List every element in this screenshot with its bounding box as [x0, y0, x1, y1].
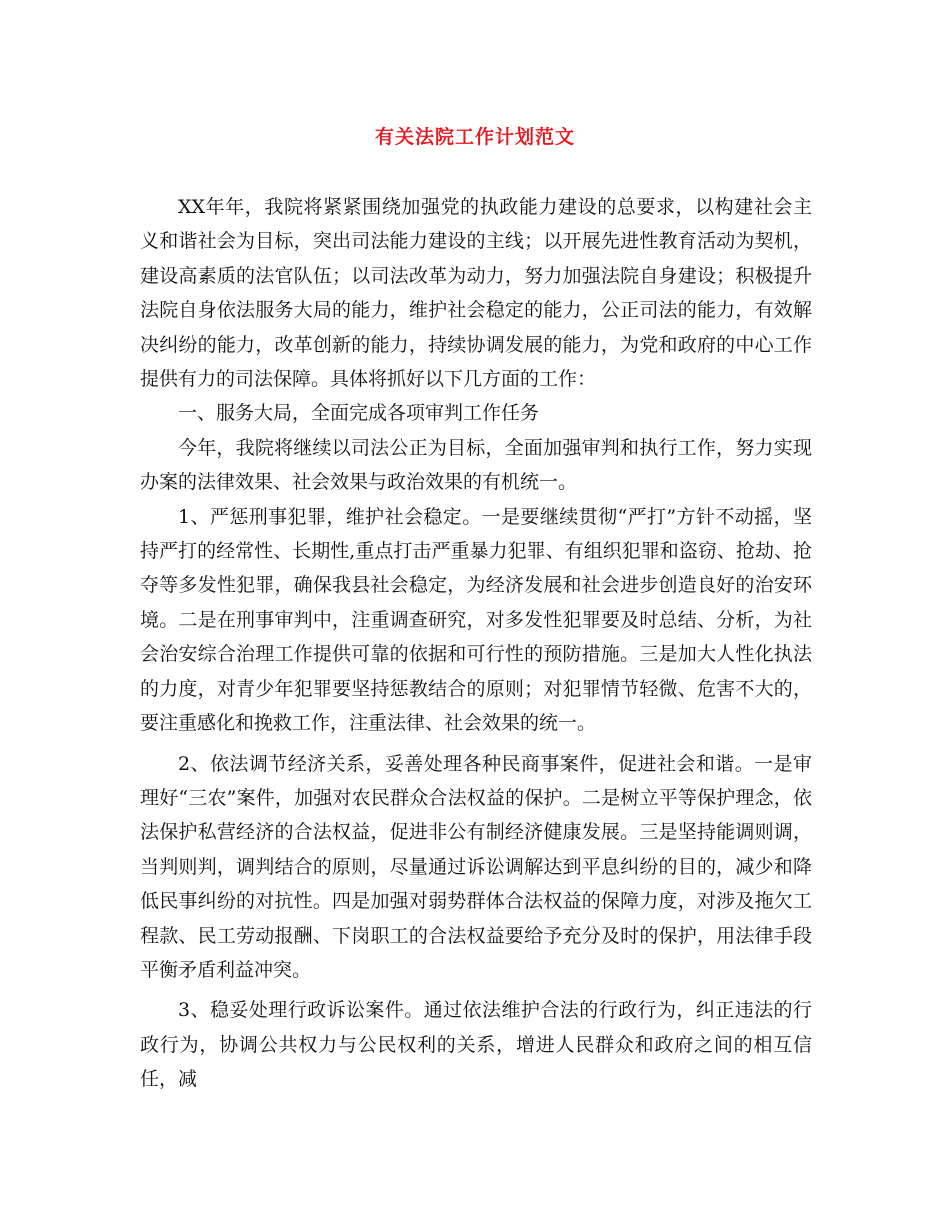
- paragraph-intro: XX年年，我院将紧紧围绕加强党的执政能力建设的总要求，以构建社会主义和谐社会为目标，突出司法能力建设的主线；以开展先进性教育活动为契机，建设高素质的法官队伍；以司法改革为动力，努力加强法院自身建设；积极提升法院自身依法服务大局的能力，维护社会稳定的能力，公正司法的能力，有效解决纠纷的能力，改革创新的能力，持续协调发展的能力，为党和政府的中心工作提供有力的司法保障。具体将抓好以下几方面的工作：: [140, 196, 812, 391]
- section-heading-1: 一、服务大局，全面完成各项审判工作任务: [178, 402, 540, 425]
- document-title: 有关法院工作计划范文: [374, 126, 575, 148]
- paragraph-goal: 今年，我院将继续以司法公正为目标，全面加强审判和执行工作，努力实现办案的法律效果、社会效果与政治效果的有机统一。: [140, 436, 812, 494]
- paragraph-item-3: 3、稳妥处理行政诉讼案件。通过依法维护合法的行政行为，纠正违法的行政行为，协调公共权力与公民权利的关系，增进人民群众和政府之间的相互信任，减: [140, 999, 812, 1091]
- document-body: [140, 190, 812, 1097]
- paragraph-item-1: 1、严惩刑事犯罪，维护社会稳定。一是要继续贯彻“严打”方针不动摇，坚持严打的经常性、长期性,重点打击严重暴力犯罪、有组织犯罪和盗窃、抢劫、抢夺等多发性犯罪，确保我县社会稳定，为经济发展和社会进步创造良好的治安环境。二是在刑事审判中，注重调查研究，对多发性犯罪要及时总结、分析，为社会治安综合治理工作提供可靠的依据和可行性的预防措施。三是加大人性化执法的力度，对青少年犯罪要坚持惩教结合的原则；对犯罪情节轻微、危害不大的，要注重感化和挽救工作，注重法律、社会效果的统一。: [140, 505, 812, 735]
- paragraph-item-2: 2、依法调节经济关系，妥善处理各种民商事案件，促进社会和谐。一是审理好“三农”案件，加强对农民群众合法权益的保护。二是树立平等保护理念，依法保护私营经济的合法权益，促进非公有制经济健康发展。三是坚持能调则调，当判则判，调判结合的原则，尽量通过诉讼调解达到平息纠纷的目的，减少和降低民事纠纷的对抗性。四是加强对弱势群体合法权益的保障力度，对涉及拖欠工程款、民工劳动报酬、下岗职工的合法权益要给予充分及时的保护，用法律手段平衡矛盾利益冲突。: [140, 752, 812, 981]
